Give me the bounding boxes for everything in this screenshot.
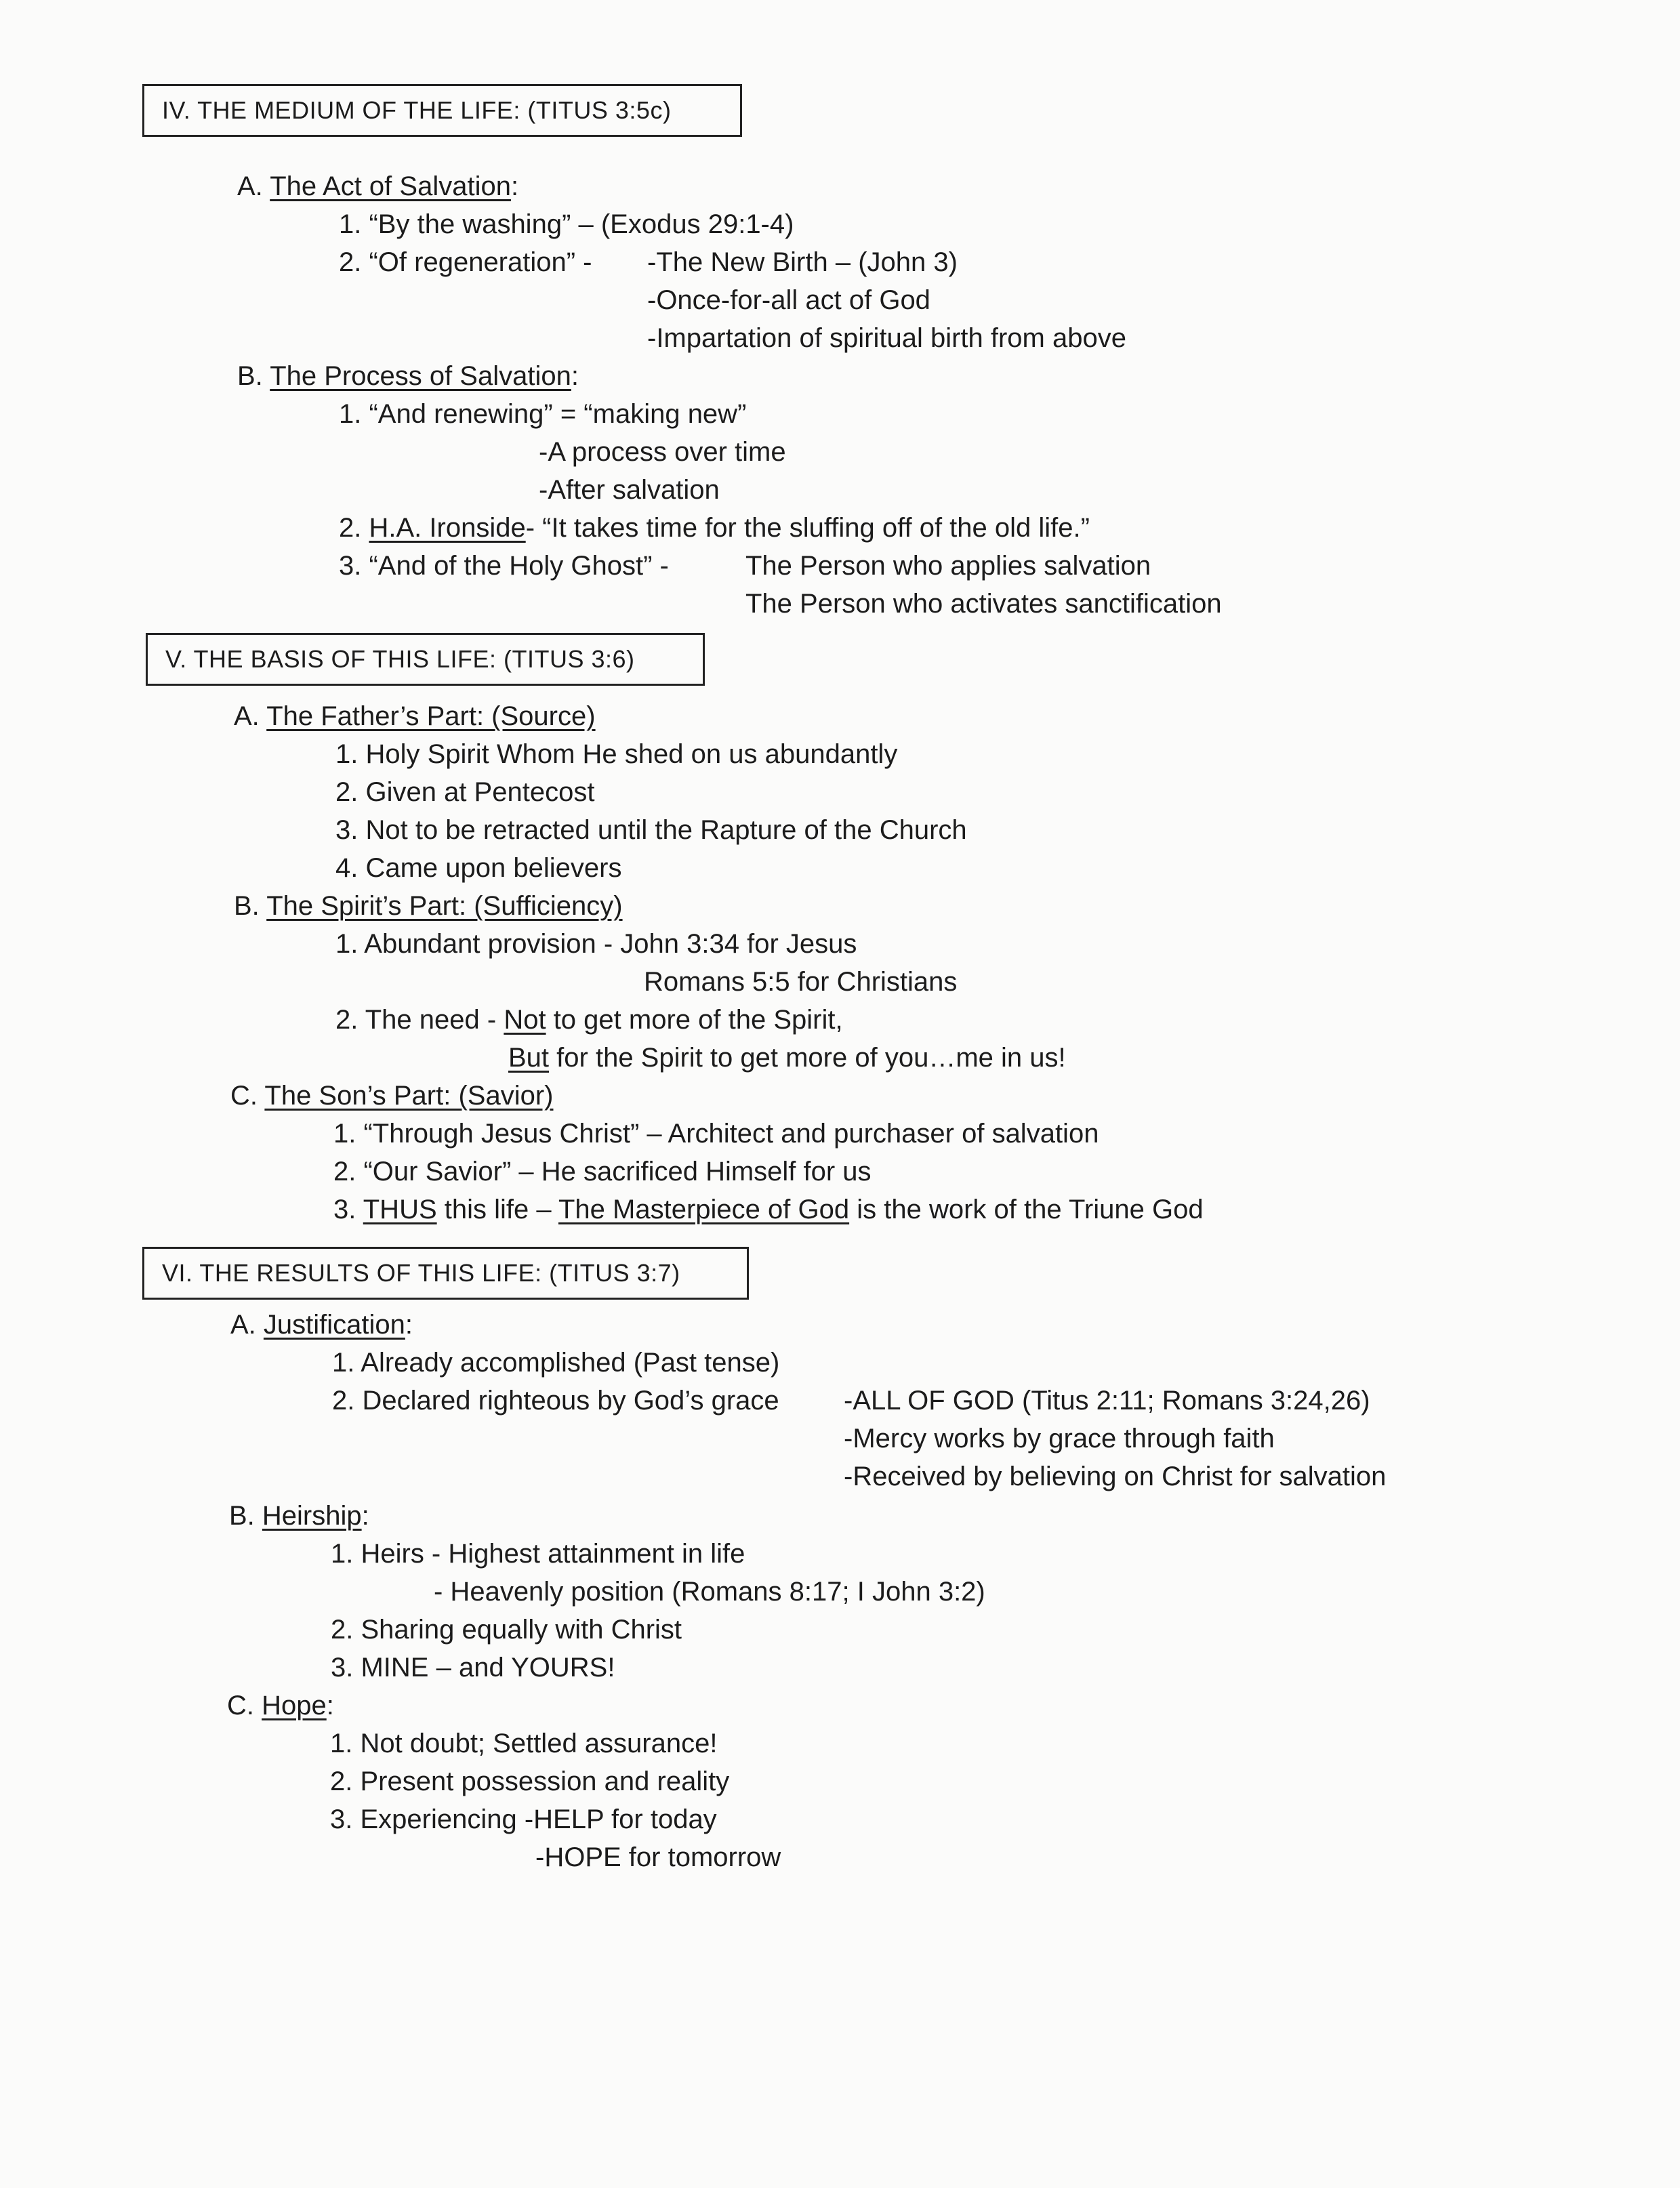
section-vi-b-item-3: 3. MINE – and YOURS! [331,1653,615,1683]
section-iv-b-item-3: 3. “And of the Holy Ghost” - [339,551,669,581]
section-v-b-title: B. The Spirit’s Part: (Sufficiency) [234,891,623,921]
section-v-c-item-3: 3. THUS this life – The Masterpiece of God is the work of the Triune God [333,1195,1204,1224]
section-v-a-item-4: 4. Came upon believers [335,853,622,883]
section-v-b-item-1: 1. Abundant provision - John 3:34 for Jesus [335,929,857,959]
section-v-heading-box [146,633,705,686]
section-vi-c-item-2: 2. Present possession and reality [330,1767,730,1796]
section-vi-c-item-3: 3. Experiencing -HELP for today [330,1804,717,1834]
section-v-b-item-2-cont: But for the Spirit to get more of you…me in us! [508,1043,1066,1073]
section-vi-b-item-1-sub: - Heavenly position (Romans 8:17; I John 3:2) [434,1577,985,1607]
section-iv-a-item-2-sub-2: -Once-for-all act of God [647,285,930,315]
section-vi-a-item-2: 2. Declared righteous by God’s grace [332,1386,779,1416]
section-iv-b-item-1-sub-2: -After salvation [539,475,720,505]
section-iv-a-item-2: 2. “Of regeneration” - [339,247,592,277]
section-v-c-item-1: 1. “Through Jesus Christ” – Architect and purchaser of salvation [333,1119,1099,1149]
section-vi-heading: VI. THE RESULTS OF THIS LIFE: (TITUS 3:7) [162,1259,680,1287]
section-vi-a-item-2-sub-2: -Mercy works by grace through faith [844,1424,1275,1453]
section-iv-b-item-3-sub-2: The Person who activates sanctification [745,589,1222,619]
section-iv-heading-box [142,84,742,137]
section-vi-heading-box [142,1247,749,1300]
section-vi-a-title: A. Justification: [230,1310,413,1340]
section-v-a-item-2: 2. Given at Pentecost [335,777,595,807]
section-vi-b-item-1: 1. Heirs - Highest attainment in life [331,1539,745,1569]
section-v-a-item-3: 3. Not to be retracted until the Rapture of the Church [335,815,967,845]
section-v-b-item-2: 2. The need - Not to get more of the Spirit, [335,1005,843,1035]
section-iv-heading: IV. THE MEDIUM OF THE LIFE: (TITUS 3:5c) [162,96,672,124]
section-iv-a-item-1: 1. “By the washing” – (Exodus 29:1-4) [339,209,794,239]
section-iv-a-item-2-sub-1: -The New Birth – (John 3) [647,247,958,277]
section-vi-a-item-2-sub-3: -Received by believing on Christ for salvation [844,1462,1387,1491]
section-iv-a-item-2-sub-3: -Impartation of spiritual birth from above [647,323,1126,353]
section-iv-b-item-3-sub-1: The Person who applies salvation [745,551,1151,581]
section-v-c-item-2: 2. “Our Savior” – He sacrificed Himself for us [333,1157,872,1186]
section-iv-b-item-2: 2. H.A. Ironside- “It takes time for the sluffing off of the old life.” [339,513,1090,543]
section-vi-c-title: C. Hope: [227,1691,334,1720]
section-v-heading: V. THE BASIS OF THIS LIFE: (TITUS 3:6) [165,645,635,673]
section-iv-b-item-1-sub-1: -A process over time [539,437,786,467]
section-v-a-title: A. The Father’s Part: (Source) [234,701,596,731]
section-vi-b-item-2: 2. Sharing equally with Christ [331,1615,682,1645]
section-iv-a-title: A. The Act of Salvation: [237,171,519,201]
section-vi-a-item-1: 1. Already accomplished (Past tense) [332,1348,780,1378]
section-vi-c-item-3-sub: -HOPE for tomorrow [535,1842,781,1872]
section-iv-b-title: B. The Process of Salvation: [237,361,579,391]
section-iv-b-item-1: 1. “And renewing” = “making new” [339,399,747,429]
section-vi-a-item-2-sub-1: -ALL OF GOD (Titus 2:11; Romans 3:24,26) [844,1386,1370,1416]
section-vi-b-title: B. Heirship: [229,1501,369,1531]
section-v-a-item-1: 1. Holy Spirit Whom He shed on us abundantly [335,739,898,769]
section-v-b-item-1-sub: Romans 5:5 for Christians [644,967,958,997]
section-v-c-title: C. The Son’s Part: (Savior) [230,1081,554,1111]
section-vi-c-item-1: 1. Not doubt; Settled assurance! [330,1729,718,1758]
